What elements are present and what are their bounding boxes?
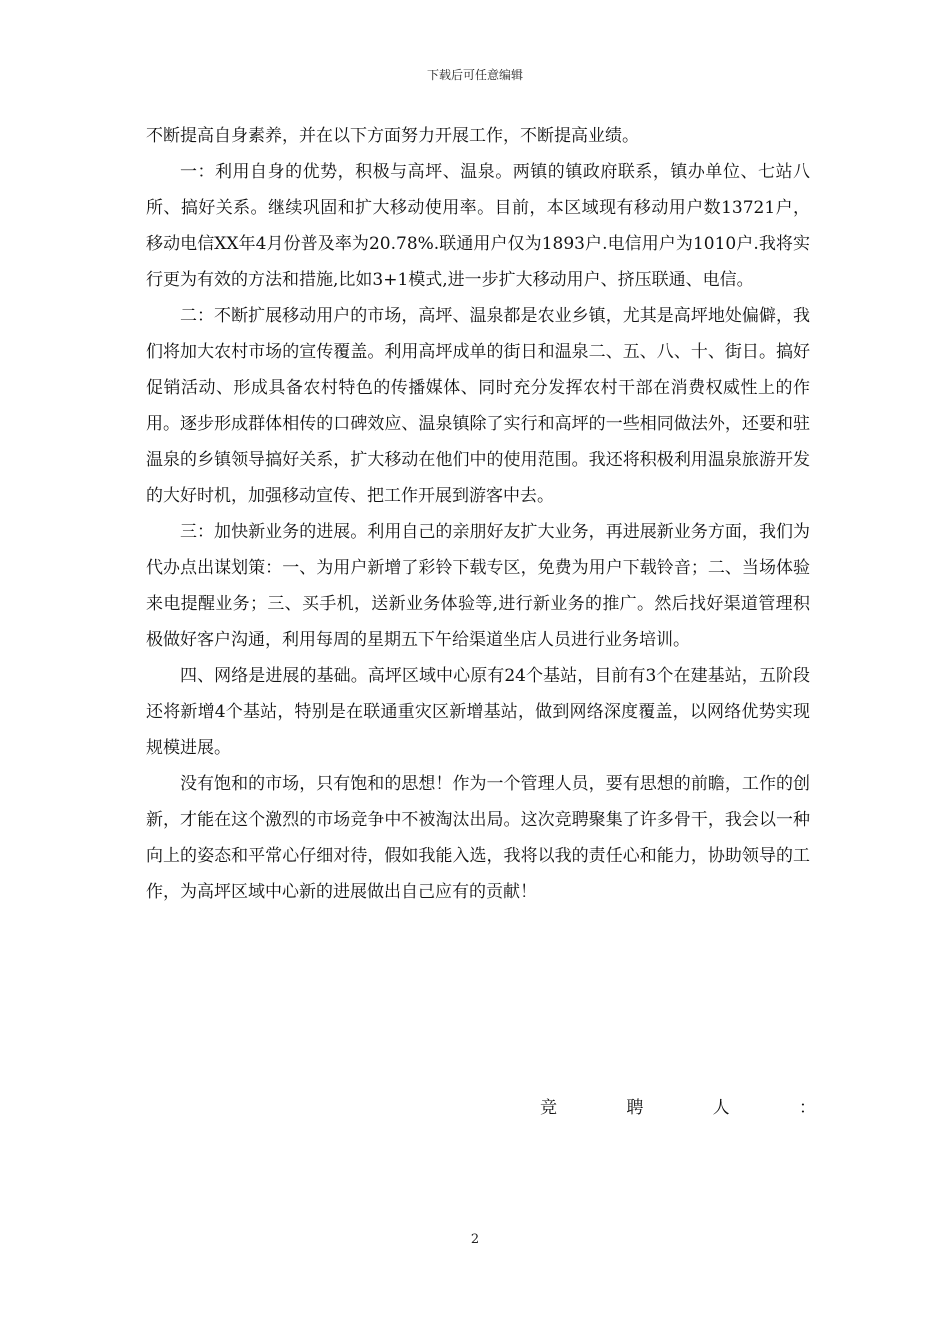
page-number: 2 [470,1232,480,1247]
paragraph-point-2: 二：不断扩展移动用户的市场，高坪、温泉都是农业乡镇，尤其是高坪地处偏僻，我们将加大农村市场的宣传覆盖。利用高坪成单的街日和温泉二、五、八、十、街日。搞好促销活动、形成具备农村特色的传播媒体、同时充分发挥农村干部在消费权威性上的作用。逐步形成群体相传的口碑效应、温泉镇除了实行和高坪的一些相同做法外，还要和驻温泉的乡镇领导搞好关系，扩大移动在他们中的使用范围。我还将积极利用温泉旅游开发的大好时机，加强移动宣传、把工作开展到游客中去。 [146,306,810,506]
paragraph-continuation: 不断提高自身素养，并在以下方面努力开展工作，不断提高业绩。 [146,126,639,146]
paragraph-point-3: 三：加快新业务的进展。利用自己的亲朋好友扩大业务，再进展新业务方面，我们为代办点出谋划策：一、为用户新增了彩铃下载专区，免费为用户下载铃音；二、当场体验来电提醒业务；三、买手机，送新业务体验等,进行新业务的推广。然后找好渠道管理积极做好客户沟通，利用每周的星期五下午给渠道坐店人员进行业务培训。 [146,522,810,650]
signature-char: 聘 [626,1097,644,1118]
paragraph-conclusion: 没有饱和的市场，只有饱和的思想！作为一个管理人员，要有思想的前瞻，工作的创新，才能在这个激烈的市场竞争中不被淘汰出局。这次竞聘聚集了许多骨干，我会以一种向上的姿态和平常心仔细对待，假如我能入选，我将以我的责任心和能力，协助领导的工作，为高坪区域中心新的进展做出自己应有的贡献！ [146,774,810,902]
page-header: 下载后可任意编辑 [426,68,523,82]
signature-char: 人 [712,1097,730,1118]
paragraph-point-4: 四、网络是进展的基础。高坪区域中心原有24个基站，目前有3个在建基站，五阶段还将新增4个基站，特别是在联通重灾区新增基站，做到网络深度覆盖，以网络优势实现规模进展。 [146,666,810,758]
document-body [146,118,810,910]
signature-line [540,1087,816,1123]
signature-char: 竞 [540,1097,557,1118]
signature-char: ： [798,1097,816,1118]
paragraph-point-1: 一：利用自身的优势，积极与高坪、温泉。两镇的镇政府联系，镇办单位、七站八所、搞好关系。继续巩固和扩大移动使用率。目前，本区域现有移动用户数13721户，移动电信XX年4月份普及率为20.78%.联通用户仅为1893户.电信用户为1010户.我将实行更为有效的方法和措施,比如3+1模式,进一步扩大移动用户、挤压联通、电信。 [146,162,810,290]
